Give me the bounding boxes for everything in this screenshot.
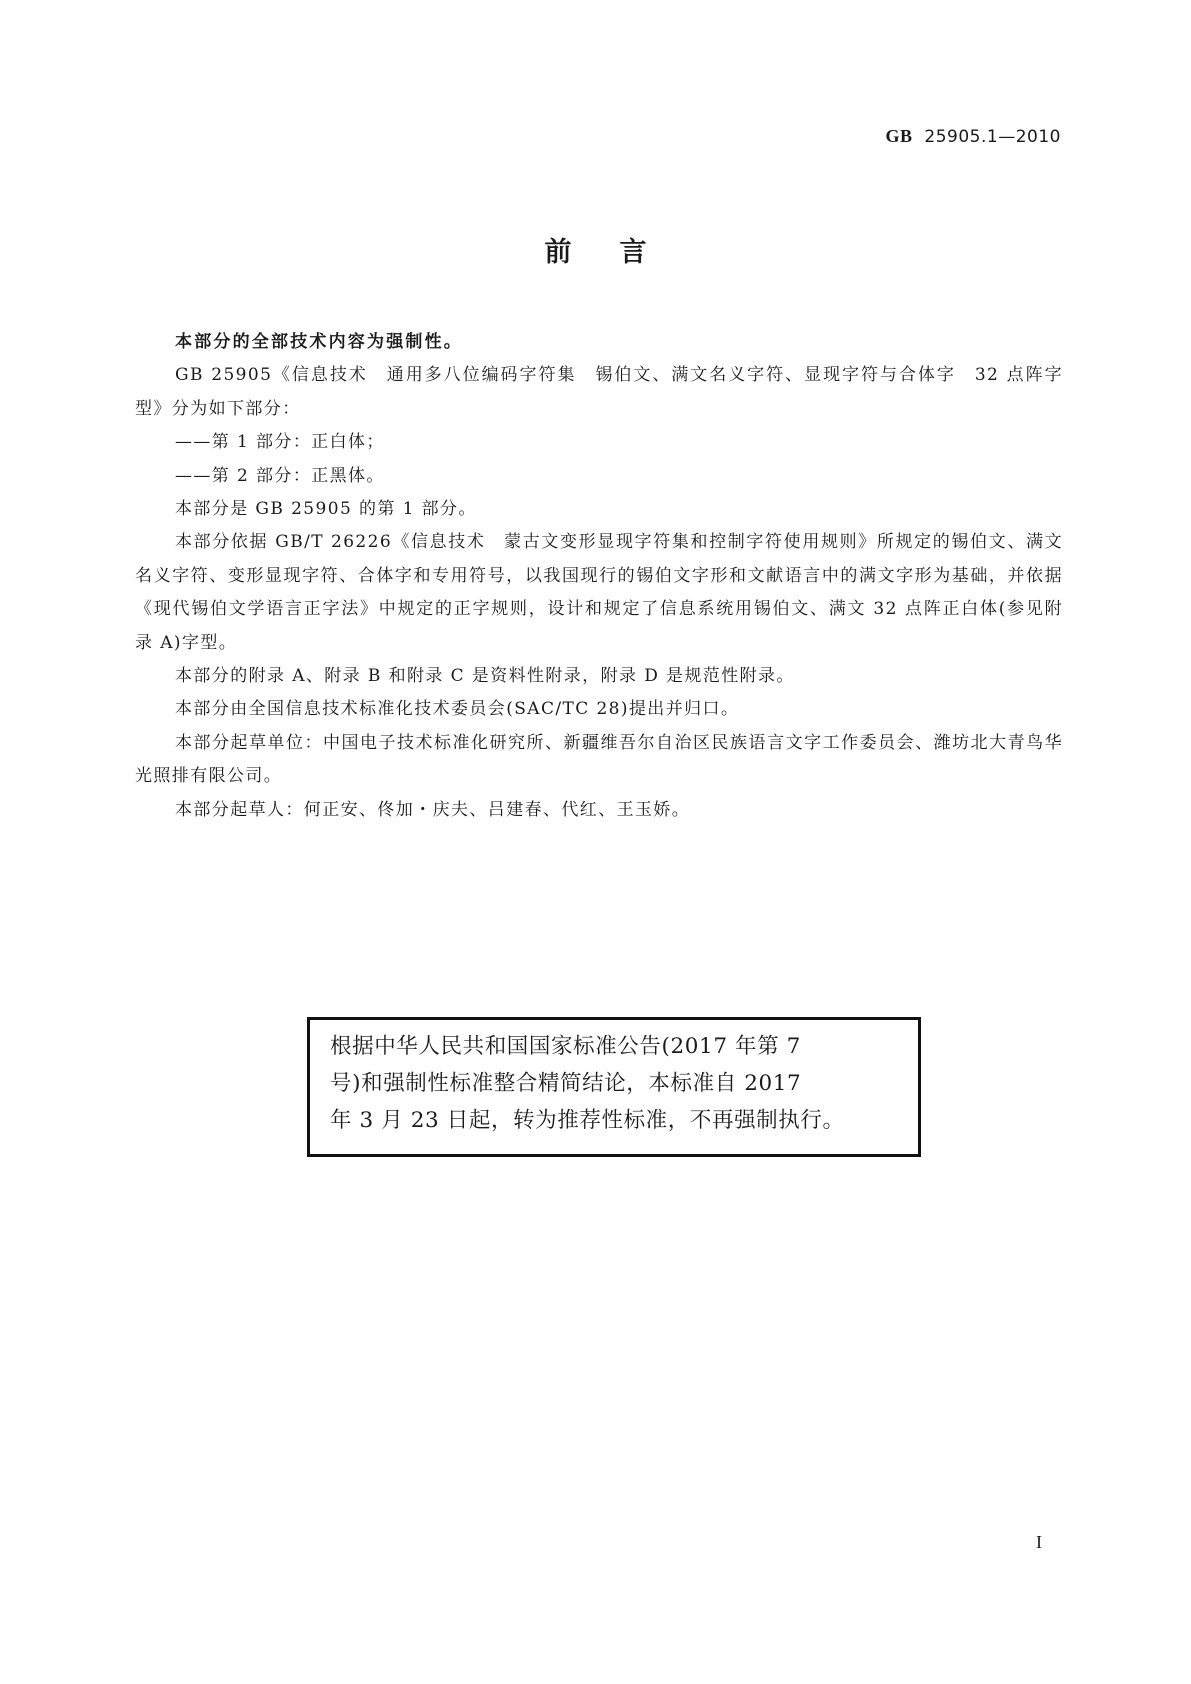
notice-line: 根据中华人民共和国国家标准公告(2017 年第 7 <box>330 1034 801 1059</box>
paragraph-drafting-units: 本部分起草单位：中国电子技术标准化研究所、新疆维吾尔自治区民族语言文字工作委员会、潍坊北大青鸟华光照排有限公司。 <box>135 732 1063 787</box>
paragraph-annexes: 本部分的附录 A、附录 B 和附录 C 是资料性附录，附录 D 是规范性附录。 <box>175 666 795 687</box>
standard-prefix: GB <box>885 126 913 146</box>
mandatory-statement: 本部分的全部技术内容为强制性。 <box>175 332 463 352</box>
status-notice-box <box>307 1017 921 1157</box>
notice-line: 年 3 月 23 日起，转为推荐性标准，不再强制执行。 <box>330 1108 845 1133</box>
standard-number: 25905.1—2010 <box>924 127 1061 147</box>
paragraph-drafters: 本部分起草人：何正安、佟加・庆夫、吕建春、代红、王玉娇。 <box>175 799 691 820</box>
standard-code-header <box>886 126 1062 147</box>
paragraph-basis: 本部分依据 GB/T 26226《信息技术 蒙古文变形显现字符集和控制字符使用规则》所规定的锡伯文、满文名义字符、变形显现字符、合体字和专用符号，以我国现行的锡伯文字形和文献语言中的满文字形为基础，并依据《现代锡伯文学语言正字法》中规定的正字规则，设计和规定了信息系统用锡伯文、满文 32 点阵正白体(参见附录 A)字型。 <box>135 532 1063 653</box>
paragraph-parts-intro: GB 25905《信息技术 通用多八位编码字符集 锡伯文、满文名义字符、显现字符与合体字 32 点阵字型》分为如下部分： <box>135 365 1063 419</box>
page-number: I <box>1036 1532 1042 1552</box>
notice-line: 号)和强制性标准整合精简结论，本标准自 2017 <box>330 1071 802 1096</box>
paragraph-part-statement: 本部分是 GB 25905 的第 1 部分。 <box>175 499 477 520</box>
list-item-part-2: ——第 2 部分：正黑体。 <box>175 465 385 486</box>
paragraph-proposer: 本部分由全国信息技术标准化技术委员会(SAC/TC 28)提出并归口。 <box>175 699 740 720</box>
page-title: 前言 <box>544 237 695 268</box>
list-item-part-1: ——第 1 部分：正白体； <box>175 432 385 453</box>
foreword-body <box>135 326 1063 827</box>
